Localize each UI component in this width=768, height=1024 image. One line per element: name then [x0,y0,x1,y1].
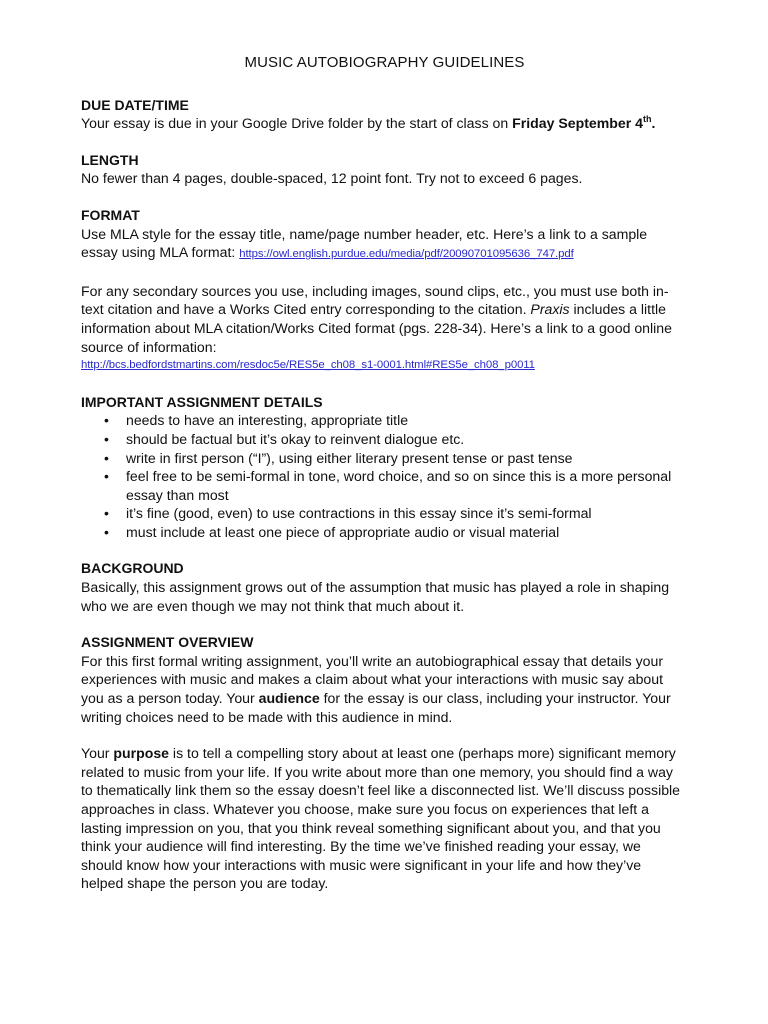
list-item: • should be factual but it’s okay to reinvent dialogue etc. [126,430,682,449]
overview-paragraph-1 [81,652,682,726]
details-heading: IMPORTANT ASSIGNMENT DETAILS [81,393,323,410]
format-p2-text-b: includes a little information about MLA citation/Works Cited format (pgs. 228-34). Here’s a link to a good online source of information: [81,301,672,355]
format-paragraph-2 [81,282,682,375]
details-list [81,411,682,541]
page-title: MUSIC AUTOBIOGRAPHY GUIDELINES [244,54,525,71]
format-p1-text: Use MLA style for the essay title, name/page number header, etc. Here’s a link to a sample essay using MLA format: [81,225,648,261]
details-section [81,393,682,542]
overview-section [81,633,682,893]
due-text [81,114,682,133]
format-p2-text-a: For any secondary sources you use, including images, sound clips, etc., you must use both in-text citation and have a Works Cited entry corresponding to the citation. [81,282,669,318]
list-item: • needs to have an interesting, appropriate title [126,411,682,430]
overview-paragraph-2 [81,744,682,893]
due-section [81,96,682,133]
due-date-suffix: th [642,114,652,125]
background-text: Basically, this assignment grows out of the assumption that music has played a role in shaping who we are even though we may not think that much about it. [81,579,670,614]
mla-sample-link[interactable]: https://owl.english.purdue.edu/media/pdf/20090701095636_747.pdf [239,248,574,261]
length-section [81,151,682,188]
list-item: • it’s fine (good, even) to use contractions in this essay since it’s semi-formal [126,504,682,523]
list-item: • feel free to be semi-formal in tone, word choice, and so on since this is a more personal essay than most [126,467,682,504]
overview-p1-a: For this first formal writing assignment, you’ll write an autobiographical essay that details your experiences with music and makes a claim about what your interactions with music say about you as a person today. Your [81,652,664,707]
list-item: • write in first person (“I”), using either literary present tense or past tense [126,449,682,468]
due-heading: DUE DATE/TIME [81,96,189,113]
due-text-body: Your essay is due in your Google Drive folder by the start of class on [81,115,513,132]
overview-p1-b: for the essay is our class, including your instructor. Your writing choices need to be made with this audience in mind. [81,690,671,725]
overview-p2-b: is to tell a compelling story about at least one (perhaps more) significant memory related to music from your life. If you write about more than one memory, you should find a way to thematically link them so the essay doesn’t feel like a disconnected list. We’ll discuss possible approaches in class. Whatever you choose, make sure you focus on experiences that left a lasting impression on you, that you think reveal something significant about you, and that you think your audience will find interesting. By the time we’ve finished reading your essay, we should know how your interactions with music were significant in your life and how they’ve helped shape the person you are today. [81,745,681,892]
background-section [81,559,682,615]
due-date-text: Friday September 4 [512,115,643,132]
length-heading: LENGTH [81,151,139,168]
purpose-term: purpose [113,745,170,762]
overview-p2-a: Your [81,745,114,762]
due-date-end: . [651,115,656,132]
length-text: No fewer than 4 pages, double-spaced, 12 point font. Try not to exceed 6 pages. [81,170,583,187]
format-heading: FORMAT [81,206,140,223]
format-section [81,206,682,375]
audience-term: audience [258,690,320,707]
praxis-title: Praxis [530,301,570,318]
overview-heading: ASSIGNMENT OVERVIEW [81,634,254,651]
background-heading: BACKGROUND [81,560,184,577]
citation-source-link[interactable]: http://bcs.bedfordstmartins.com/resdoc5e/RES5e_ch08_s1-0001.html#RES5e_ch08_p0011 [81,359,535,372]
due-date [512,115,655,131]
list-item: • must include at least one piece of appropriate audio or visual material [126,523,682,542]
format-paragraph-1 [81,225,682,264]
